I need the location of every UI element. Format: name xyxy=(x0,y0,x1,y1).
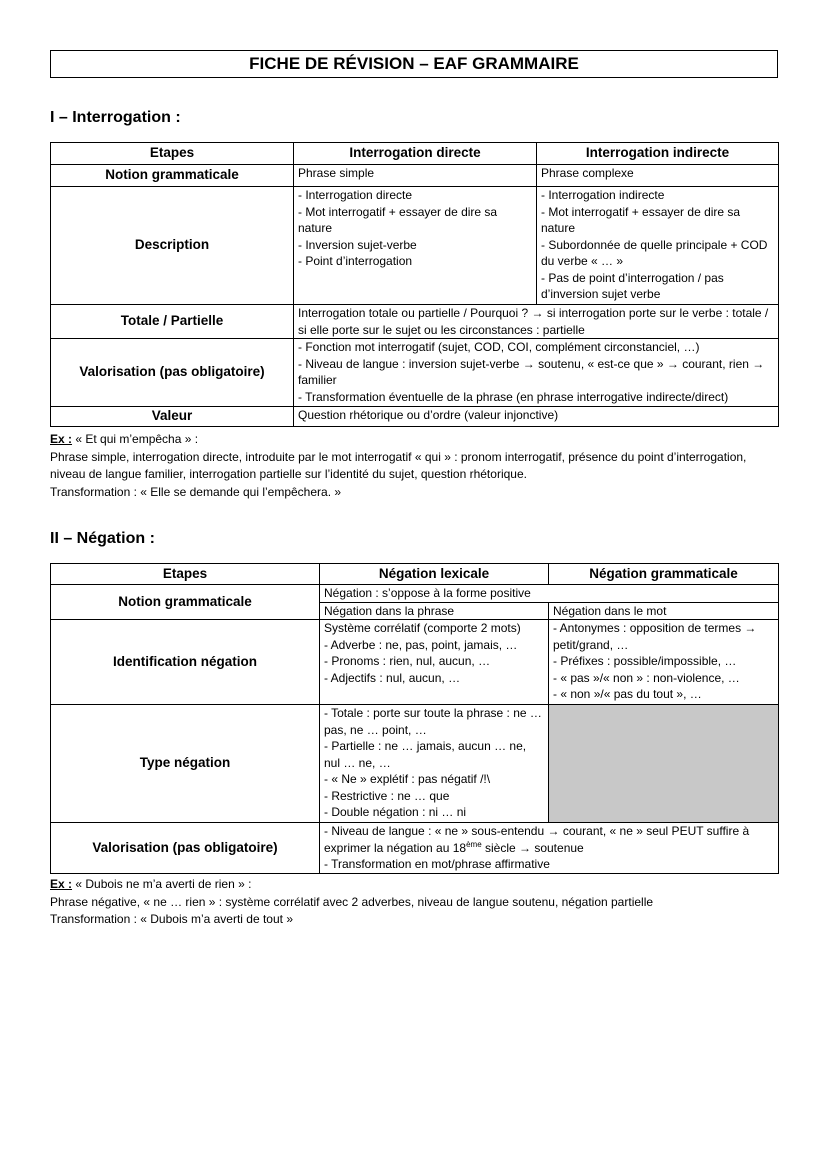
cell-notion-lexicale: Négation dans la phrase xyxy=(320,602,549,620)
valorisation-line1-end: siècle → soutenue xyxy=(481,840,584,855)
cell-valorisation xyxy=(294,339,779,407)
section-heading-interrogation: I – Interrogation : xyxy=(50,109,181,126)
identification-grammaticale-line: - « non »/« pas du tout », … xyxy=(553,687,702,701)
header-etapes: Etapes xyxy=(51,143,294,165)
valorisation-line: - Niveau de langue : inversion sujet-verbe → soutenu, « est-ce que » → courant, rien → familier xyxy=(298,356,768,387)
description-directe-line: - Interrogation directe xyxy=(298,188,413,202)
row-label-valorisation: Valorisation (pas obligatoire) xyxy=(51,339,294,407)
identification-grammaticale-line: - Préfixes : possible/impossible, … xyxy=(553,654,737,668)
cell-valeur: Question rhétorique ou d’ordre (valeur injonctive) xyxy=(294,407,779,427)
type-line: - Restrictive : ne … que xyxy=(324,788,450,803)
description-indirecte-line: - Interrogation indirecte xyxy=(541,188,665,202)
identification-grammaticale-line: - « pas »/« non » : non-violence, … xyxy=(553,670,740,685)
row-label-description: Description xyxy=(51,187,294,305)
description-directe-line: - Point d’interrogation xyxy=(298,254,413,268)
cell-notion-shared: Négation : s’oppose à la forme positive xyxy=(320,585,779,603)
type-line: - Double négation : ni … ni xyxy=(324,805,467,819)
valorisation-line: - Fonction mot interrogatif (sujet, COD, COI, complément circonstanciel, …) xyxy=(298,340,700,354)
header-negation-lexicale: Négation lexicale xyxy=(320,564,549,585)
cell-identification-grammaticale xyxy=(549,620,779,705)
valorisation-line1: - Niveau de langue : « ne » sous-entendu → courant, « ne » seul PEUT suffire à exprimer la négation au 18 xyxy=(324,824,753,855)
example-analysis: Phrase simple, interrogation directe, introduite par le mot interrogatif « qui » : pronom interrogatif, présence du point d’interrogation, niveau de langue familier, interrogation partielle sur l’identité du sujet, question rhétorique. xyxy=(50,449,747,481)
cell-valorisation xyxy=(320,823,779,874)
cell-type-lexicale xyxy=(320,705,549,823)
identification-lexicale-line: - Adjectifs : nul, aucun, … xyxy=(324,670,461,685)
example-label: Ex : xyxy=(50,432,73,446)
type-line: - Partielle : ne … jamais, aucun … ne, nul … ne, … xyxy=(324,739,530,770)
description-indirecte-line: - Pas de point d’interrogation / pas d’inversion sujet verbe xyxy=(541,270,728,301)
row-label-valorisation: Valorisation (pas obligatoire) xyxy=(51,823,320,874)
cell-type-grammaticale-empty xyxy=(549,705,779,823)
identification-lexicale-line: - Adverbe : ne, pas, point, jamais, … xyxy=(324,637,518,652)
cell-notion-indirecte: Phrase complexe xyxy=(537,165,779,187)
type-line: - Totale : porte sur toute la phrase : ne … pas, ne … point, … xyxy=(324,706,546,737)
description-indirecte-line: - Mot interrogatif + essayer de dire sa nature xyxy=(541,204,744,235)
description-directe-line: - Inversion sujet-verbe xyxy=(298,237,417,252)
example-quote: « Dubois ne m’a averti de rien » : xyxy=(72,877,252,891)
row-label-totale-partielle: Totale / Partielle xyxy=(51,305,294,339)
identification-lexicale-line: Système corrélatif (comporte 2 mots) xyxy=(324,621,521,635)
example-transformation: Transformation : « Elle se demande qui l’empêchera. » xyxy=(50,484,342,499)
description-directe-line: - Mot interrogatif + essayer de dire sa nature xyxy=(298,204,501,235)
example-label: Ex : xyxy=(50,877,73,891)
negation-table xyxy=(50,563,779,874)
identification-grammaticale-line: - Antonymes : opposition de termes → petit/grand, … xyxy=(553,621,760,652)
valorisation-line xyxy=(324,823,774,856)
cell-totale-partielle: Interrogation totale ou partielle / Pourquoi ? → si interrogation porte sur le verbe : totale / si elle porte sur le sujet ou les circonstances : partielle xyxy=(294,305,779,339)
identification-lexicale-line: - Pronoms : rien, nul, aucun, … xyxy=(324,654,491,668)
cell-description-indirecte xyxy=(537,187,779,305)
example-quote: « Et qui m’empêcha » : xyxy=(72,432,199,446)
type-line: - « Ne » explétif : pas négatif /!\ xyxy=(324,772,491,786)
example-transformation: Transformation : « Dubois m’a averti de tout » xyxy=(50,912,293,926)
header-etapes: Etapes xyxy=(51,564,320,585)
header-negation-grammaticale: Négation grammaticale xyxy=(549,564,779,585)
header-interrogation-indirecte: Interrogation indirecte xyxy=(537,143,779,165)
description-indirecte-line: - Subordonnée de quelle principale + COD du verbe « … » xyxy=(541,237,771,268)
example-analysis: Phrase négative, « ne … rien » : système corrélatif avec 2 adverbes, niveau de langue soutenu, négation partielle xyxy=(50,894,654,909)
valorisation-line2: - Transformation en mot/phrase affirmative xyxy=(324,857,550,871)
example-interrogation xyxy=(50,431,776,501)
section-heading-negation: II – Négation : xyxy=(50,530,155,547)
cell-notion-grammaticale: Négation dans le mot xyxy=(549,602,779,620)
cell-notion-directe: Phrase simple xyxy=(294,165,537,187)
row-label-identification: Identification négation xyxy=(51,620,320,705)
superscript-eme: ème xyxy=(466,839,482,849)
row-label-type: Type négation xyxy=(51,705,320,823)
cell-identification-lexicale xyxy=(320,620,549,705)
example-negation xyxy=(50,876,776,929)
row-label-notion: Notion grammaticale xyxy=(51,585,320,620)
interrogation-table xyxy=(50,142,779,427)
row-label-valeur: Valeur xyxy=(51,407,294,427)
row-label-notion: Notion grammaticale xyxy=(51,165,294,187)
header-interrogation-directe: Interrogation directe xyxy=(294,143,537,165)
page-title: FICHE DE RÉVISION – EAF GRAMMAIRE xyxy=(50,50,778,78)
cell-description-directe xyxy=(294,187,537,305)
valorisation-line: - Transformation éventuelle de la phrase (en phrase interrogative indirecte/direct) xyxy=(298,389,729,404)
